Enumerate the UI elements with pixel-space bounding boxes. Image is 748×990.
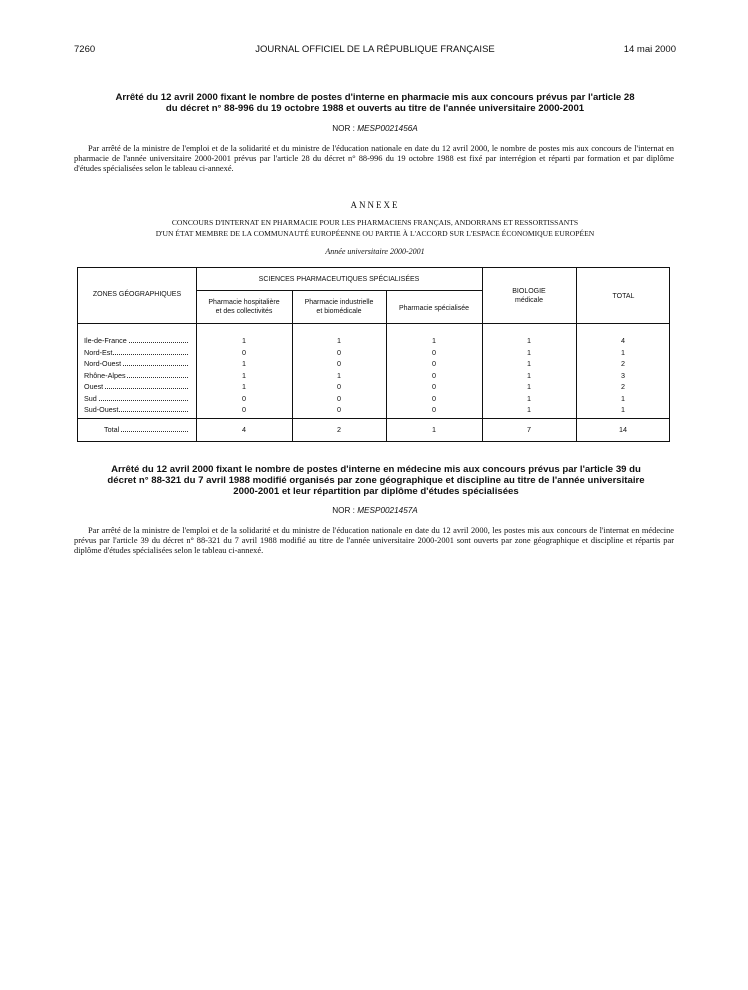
cell-indus: 0: [337, 382, 341, 391]
cell-indus: 2: [337, 425, 341, 434]
cell-hosp: 1: [242, 336, 246, 345]
decree2-nor-code: MESP0021457A: [357, 506, 418, 515]
cell-total: 14: [619, 425, 627, 434]
decree2-paragraph: Par arrêté de la ministre de l'emploi et de la solidarité et du ministre de l'éducation nationale en date du 12 avril 2000, les postes mis aux concours de l'internat en médecine prévus par l'article 39 du décret n° 88-321 du 7 avril 1988 modifié au titre de l'année universitaire 2000-2001 sont ouverts par zone géographique et discipline et répartis par diplôme d'études spécialisées selon le tableau ci-annexé.: [74, 526, 674, 556]
col-zones: ZONES GÉOGRAPHIQUES: [92, 291, 182, 298]
row-zone-label: [84, 359, 188, 368]
decree1-title-line2: du décret n° 88-996 du 19 octobre 1988 et ouverts au titre de l'année universitaire 2000-2001: [165, 103, 585, 114]
cell-bio: 1: [527, 359, 531, 368]
page-number: 7260: [74, 44, 96, 55]
cell-indus: 0: [337, 405, 341, 414]
cell-hosp: 1: [242, 382, 246, 391]
page-header: [74, 44, 676, 58]
zone-name: Sud: [84, 393, 97, 403]
col-bio: [482, 288, 576, 305]
decree1-nor: [74, 124, 676, 133]
cell-bio: 1: [527, 382, 531, 391]
cell-spec: 0: [432, 405, 436, 414]
cell-total: 2: [621, 382, 625, 391]
col-spec: Pharmacie spécialisée: [398, 305, 470, 312]
cell-spec: 0: [432, 359, 436, 368]
cell-hosp: 4: [242, 425, 246, 434]
decree1-title-line1: Arrêté du 12 avril 2000 fixant le nombre de postes d'interne en pharmacie mis aux concours prévus par l'article 28: [115, 92, 635, 103]
total-row-label: [104, 425, 188, 434]
zone-name: Nord-Ouest: [84, 359, 122, 368]
cell-spec: 0: [432, 382, 436, 391]
cell-bio: 1: [527, 393, 531, 403]
col-indus-line2: et biomédicale: [316, 307, 362, 315]
col-hosp-line2: et des collectivités: [215, 307, 273, 315]
decree2-title-line2: décret n° 88-321 du 7 avril 1988 modifié organisés par zone géographique et discipline au titre de l'année universitaire: [107, 475, 645, 486]
concours-title: [74, 218, 676, 239]
cell-spec: 1: [432, 336, 436, 345]
cell-hosp: 1: [242, 370, 246, 380]
col-sciences: SCIENCES PHARMACEUTIQUES SPÉCIALISÉES: [258, 276, 420, 283]
cell-bio: 1: [527, 370, 531, 380]
row-zone-label: [84, 336, 188, 345]
cell-bio: 1: [527, 405, 531, 414]
annexe-heading: ANNEXE: [350, 200, 400, 210]
col-total: TOTAL: [612, 293, 635, 300]
cell-indus: 0: [337, 347, 341, 357]
col-bio-line2: médicale: [514, 296, 543, 304]
cell-spec: 0: [432, 393, 436, 403]
zone-name: Sud-Ouest: [84, 405, 119, 414]
cell-indus: 0: [337, 359, 341, 368]
leader-dots: [84, 400, 188, 401]
row-zone-label: [84, 348, 188, 357]
cell-spec: 0: [432, 370, 436, 380]
table-hline: [78, 323, 669, 324]
zone-name: Ouest: [84, 382, 104, 391]
decree1-nor-code: MESP0021456A: [357, 124, 418, 133]
table-hline: [196, 290, 482, 291]
annee-universitaire: Année universitaire 2000-2001: [325, 247, 425, 256]
table-hline: [78, 418, 669, 419]
decree2-title-line3: 2000-2001 et leur répartition par diplôme d'études spécialisées: [233, 486, 519, 497]
cell-bio: 1: [527, 347, 531, 357]
row-zone-label: [84, 405, 188, 414]
col-indus: [292, 299, 386, 316]
decree1-paragraph: Par arrêté de la ministre de l'emploi et de la solidarité et du ministre de l'éducation nationale en date du 12 avril 2000, le nombre de postes mis aux concours de l'internat en pharmacie de l'année universitaire 2000-2001 prévus par l'article 28 du décret n° 88-996 du 19 octobre 1988 est fixé par interrégion et réparti par formation et par diplôme d'études spécialisées selon le tableau ci-annexé.: [74, 144, 674, 174]
cell-total: 2: [621, 359, 625, 368]
zone-name: Nord-Est: [84, 347, 113, 357]
cell-indus: 1: [337, 336, 341, 345]
postes-table: [77, 267, 670, 442]
cell-indus: 0: [337, 393, 341, 403]
cell-hosp: 0: [242, 347, 246, 357]
decree1-title: [74, 92, 676, 114]
cell-bio: 1: [527, 336, 531, 345]
issue-date: 14 mai 2000: [623, 44, 676, 55]
decree2-nor-label: NOR :: [332, 506, 355, 515]
cell-hosp: 0: [242, 405, 246, 414]
col-hosp-line1: Pharmacie hospitalière: [208, 299, 280, 306]
cell-spec: 1: [432, 425, 436, 434]
cell-hosp: 0: [242, 393, 246, 403]
cell-hosp: 1: [242, 359, 246, 368]
cell-total: 1: [621, 405, 625, 414]
row-zone-label: [84, 394, 188, 403]
cell-total: 1: [621, 393, 625, 403]
decree1-nor-label: NOR :: [332, 124, 355, 133]
decree2-nor: [74, 506, 676, 515]
decree2-title: [74, 464, 678, 497]
zone-name: Total: [104, 425, 120, 434]
row-zone-label: [84, 382, 188, 391]
concours-line2: D'UN ÉTAT MEMBRE DE LA COMMUNAUTÉ EUROPÉENNE OU PARTIE À L'ACCORD SUR L'ESPACE ÉCONOMIQUE EUROPÉEN: [155, 228, 595, 238]
zone-name: Ile-de-France: [84, 336, 127, 345]
row-zone-label: [84, 371, 188, 380]
concours-line1: CONCOURS D'INTERNAT EN PHARMACIE POUR LES PHARMACIENS FRANÇAIS, ANDORRANS ET RESSORTISSANTS: [171, 218, 579, 227]
cell-spec: 0: [432, 347, 436, 357]
col-indus-line1: Pharmacie industrielle: [304, 299, 374, 306]
table-vline: [196, 268, 197, 441]
cell-bio: 7: [527, 425, 531, 434]
cell-total: 3: [621, 370, 625, 380]
cell-total: 4: [621, 336, 625, 345]
col-hosp: [196, 299, 292, 316]
cell-indus: 1: [337, 370, 341, 380]
decree2-title-line1: Arrêté du 12 avril 2000 fixant le nombre de postes d'interne en médecine mis aux concours prévus par l'article 39 du: [111, 464, 641, 475]
cell-total: 1: [621, 347, 625, 357]
zone-name: Rhône-Alpes: [84, 370, 126, 380]
col-bio-line1: BIOLOGIE: [512, 288, 546, 295]
journal-title: JOURNAL OFFICIEL DE LA RÉPUBLIQUE FRANÇAISE: [255, 44, 495, 55]
